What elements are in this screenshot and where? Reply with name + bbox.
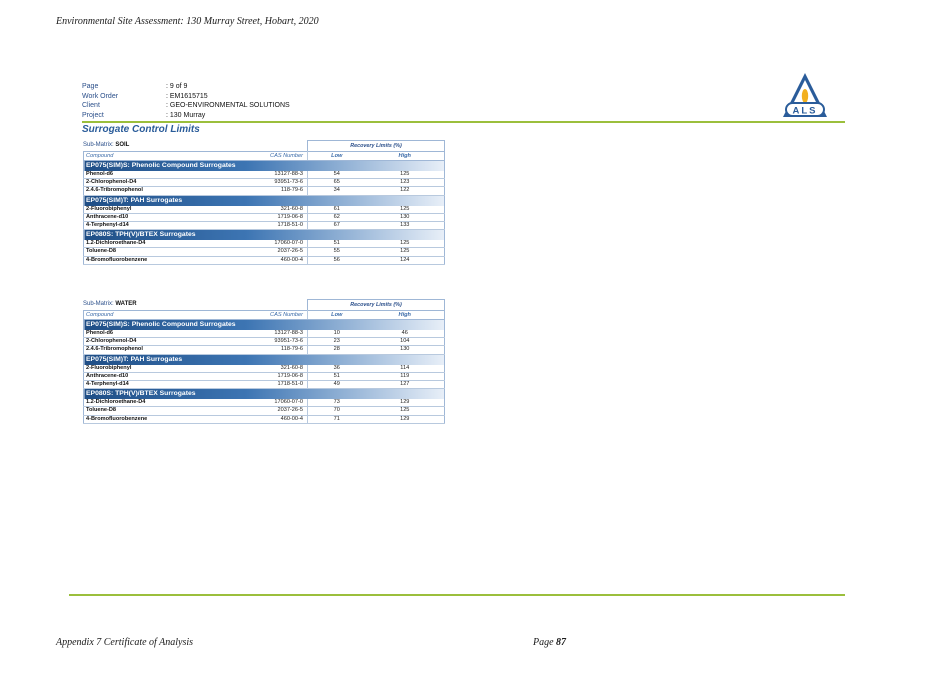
meta-value: : 9 of 9 <box>166 83 188 90</box>
table-row: 2-Chlorophenol-D4 93951-73-6 23 104 <box>84 338 445 346</box>
col-compound: Compound <box>84 152 234 161</box>
sub-matrix-soil <box>83 140 444 265</box>
meta-row-work-order <box>82 92 290 102</box>
table-row: 4-Terphenyl-d14 1718-51-0 67 133 <box>84 222 445 230</box>
meta-label: Page <box>82 83 99 90</box>
table-row: Anthracene-d10 1719-06-8 62 130 <box>84 213 445 221</box>
table-row: 2-Fluorobiphenyl 321-60-8 36 114 <box>84 365 445 373</box>
table-row: 2-Chlorophenol-D4 93951-73-6 65 123 <box>84 179 445 187</box>
col-cas-number: CAS Number <box>234 311 308 320</box>
table-row: 4-Terphenyl-d14 1718-51-0 49 127 <box>84 381 445 389</box>
group-header-row: EP075(SIM)T: PAH Surrogates <box>84 195 445 206</box>
group-header-row: EP075(SIM)S: Phenolic Compound Surrogates <box>84 320 445 331</box>
col-compound: Compound <box>84 311 234 320</box>
sub-matrix-label: Sub-Matrix: WATER <box>83 301 137 307</box>
group-header-row: EP080S: TPH(V)/BTEX Surrogates <box>84 389 445 400</box>
meta-label: Client <box>82 102 100 110</box>
meta-row-page <box>82 82 290 92</box>
col-cas-number: CAS Number <box>234 152 308 161</box>
meta-row-client <box>82 101 290 111</box>
column-header-row <box>84 152 445 161</box>
footer-divider <box>69 594 845 596</box>
surrogate-table-soil <box>83 151 445 265</box>
col-low: Low <box>308 311 366 320</box>
logo-flame-icon <box>802 89 808 103</box>
document-header-title: Environmental Site Assessment: 130 Murray Street, Hobart, 2020 <box>56 16 319 27</box>
meta-row-project <box>82 111 290 121</box>
logo-text: ALS <box>792 105 818 117</box>
meta-label: Work Order <box>82 92 119 100</box>
sub-matrix-label: Sub-Matrix: SOIL <box>83 142 130 148</box>
footer-page-number: Page 87 <box>533 637 567 648</box>
recovery-limits-header: Recovery Limits (%) <box>307 140 445 151</box>
table-row: 2.4.6-Tribromophenol 118-79-6 34 122 <box>84 187 445 195</box>
table-row: Phenol-d6 13127-88-3 54 125 <box>84 171 445 179</box>
table-row: Toluene-D8 2037-26-5 55 125 <box>84 248 445 256</box>
meta-value: : 130 Murray <box>166 111 206 119</box>
col-high: High <box>366 311 445 320</box>
group-header-row: EP075(SIM)T: PAH Surrogates <box>84 354 445 365</box>
footer-appendix-label: Appendix 7 Certificate of Analysis <box>56 637 194 648</box>
table-row: Toluene-D8 2037-26-5 70 125 <box>84 407 445 415</box>
table-row: 4-Bromofluorobenzene 460-00-4 56 124 <box>84 256 445 264</box>
group-header-row: EP075(SIM)S: Phenolic Compound Surrogates <box>84 161 445 172</box>
group-header-row: EP080S: TPH(V)/BTEX Surrogates <box>84 230 445 241</box>
col-high: High <box>366 152 445 161</box>
meta-value: : GEO-ENVIRONMENTAL SOLUTIONS <box>166 102 290 110</box>
table-row: 2.4.6-Tribromophenol 118-79-6 28 130 <box>84 346 445 354</box>
recovery-limits-header: Recovery Limits (%) <box>307 299 445 310</box>
als-logo <box>780 72 830 120</box>
table-row: 1.2-Dichloroethane-D4 17060-07-0 73 129 <box>84 399 445 407</box>
table-row: 2-Fluorobiphenyl 321-60-8 61 125 <box>84 206 445 214</box>
meta-label: Project <box>82 111 104 119</box>
table-row: Phenol-d6 13127-88-3 10 46 <box>84 330 445 338</box>
column-header-row <box>84 311 445 320</box>
col-low: Low <box>308 152 366 161</box>
header-divider <box>82 121 845 123</box>
section-title: Surrogate Control Limits <box>82 124 200 135</box>
table-row: 4-Bromofluorobenzene 460-00-4 71 129 <box>84 415 445 423</box>
report-meta <box>82 82 290 120</box>
surrogate-table-water <box>83 310 445 424</box>
table-row: 1.2-Dichloroethane-D4 17060-07-0 51 125 <box>84 240 445 248</box>
meta-value: : EM1615715 <box>166 92 208 100</box>
table-row: Anthracene-d10 1719-06-8 51 119 <box>84 372 445 380</box>
sub-matrix-water <box>83 299 444 424</box>
